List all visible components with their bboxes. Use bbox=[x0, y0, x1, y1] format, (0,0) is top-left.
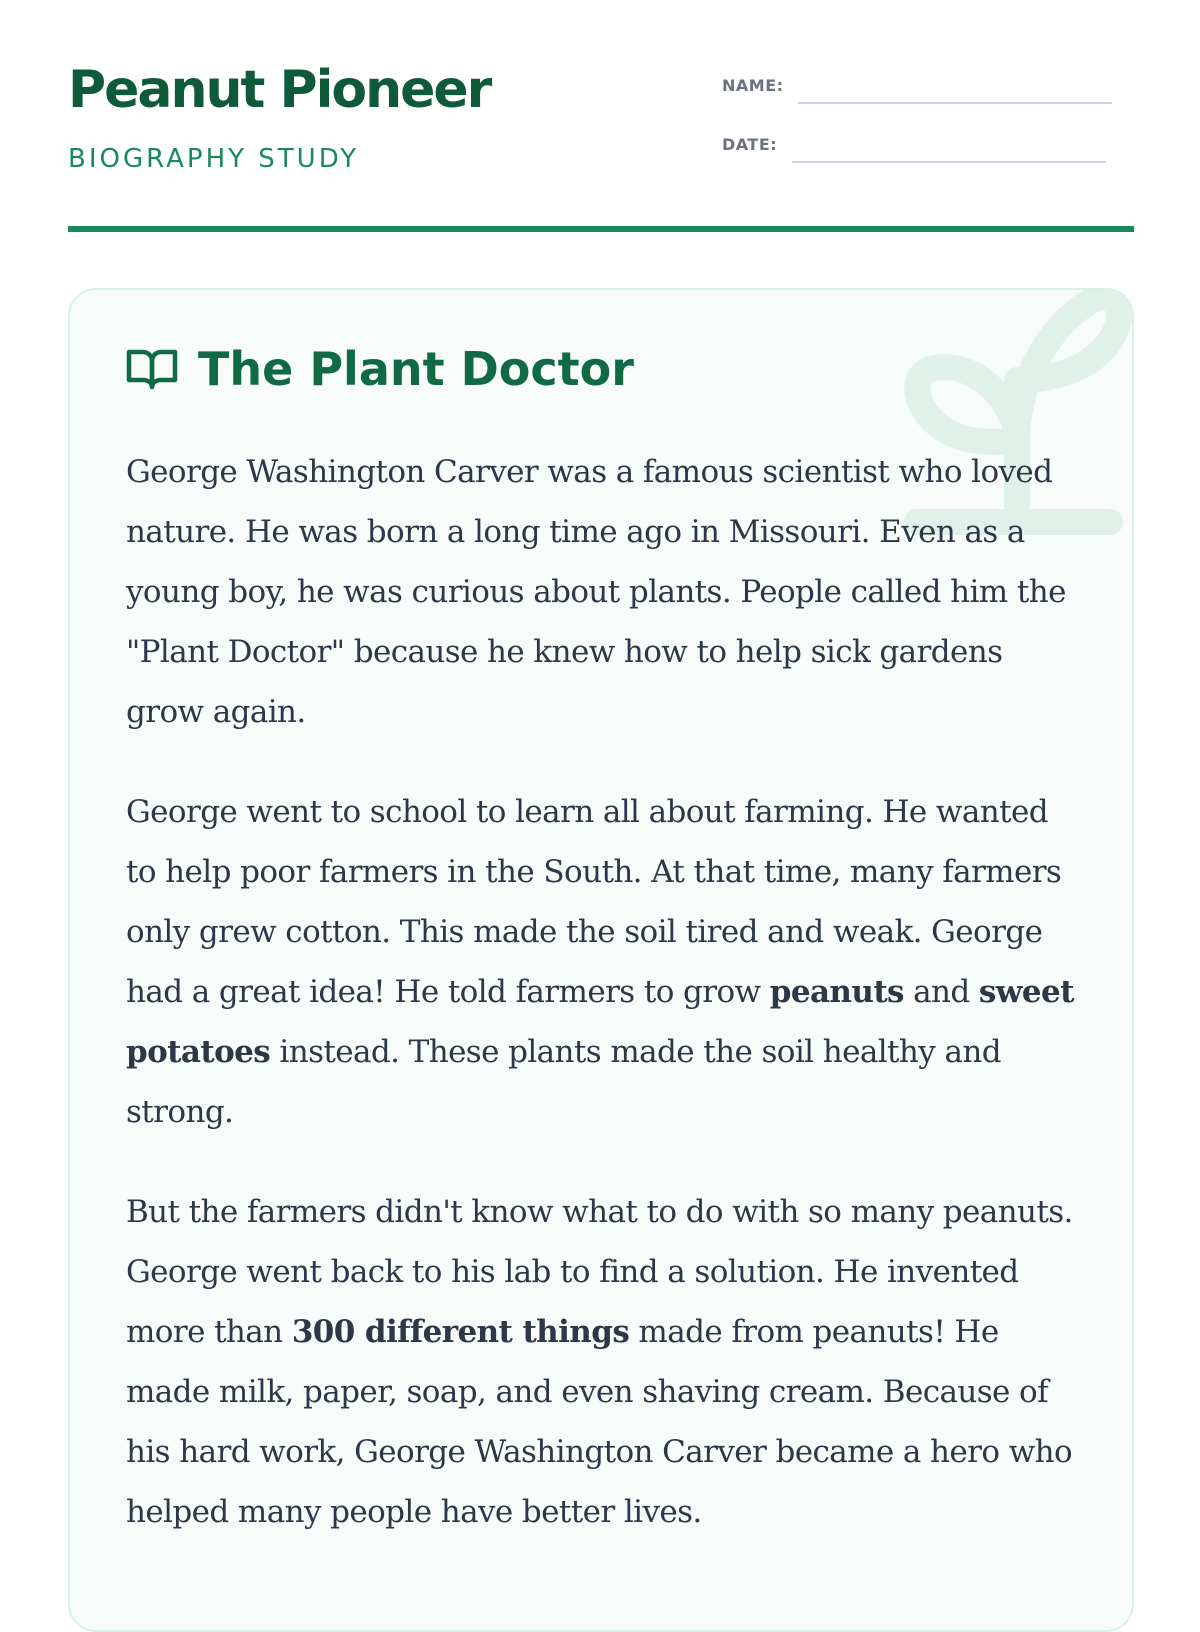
bold-term: sweet potatoes bbox=[126, 974, 1074, 1070]
page-subtitle: BIOGRAPHY STUDY bbox=[68, 144, 360, 174]
text-span: instead. These plants made the soil healthy and strong. bbox=[126, 1034, 1001, 1130]
text-span: George Washington Carver was a famous scientist who loved nature. He was born a long time ago in Missouri. Even as a young boy, he was curious about plants. People called him the "Plant Doctor" because he knew how to help sick gardens grow again. bbox=[126, 454, 1066, 730]
text-span: George went to school to learn all about farming. He wanted to help poor farmers in the South. At that time, many farmers only grew cotton. This made the soil tired and weak. George had a great idea! He told farmers to grow bbox=[126, 794, 1062, 1010]
name-label: NAME: bbox=[722, 76, 784, 95]
date-label: DATE: bbox=[722, 135, 778, 154]
date-field[interactable] bbox=[792, 161, 1106, 163]
page-title: Peanut Pioneer bbox=[68, 60, 491, 120]
section-title: The Plant Doctor bbox=[198, 342, 634, 396]
section-heading bbox=[126, 342, 634, 396]
header-divider bbox=[68, 226, 1134, 232]
text-span: and bbox=[903, 974, 979, 1010]
text-span: But the farmers didn't know what to do with so many peanuts. George went back to his lab to find a solution. He invented more than bbox=[126, 1194, 1073, 1350]
paragraph bbox=[126, 1182, 1086, 1542]
passage-text bbox=[126, 442, 1086, 1582]
name-field[interactable] bbox=[798, 102, 1112, 104]
paragraph bbox=[126, 442, 1086, 742]
paragraph bbox=[126, 782, 1086, 1142]
reading-passage-card bbox=[68, 288, 1134, 1632]
open-book-icon bbox=[126, 347, 178, 391]
bold-term: 300 different things bbox=[291, 1314, 630, 1350]
worksheet-header bbox=[68, 0, 1134, 234]
text-span: made from peanuts! He made milk, paper, soap, and even shaving cream. Because of his hard work, George Washington Carver became a hero who helped many people have better lives. bbox=[126, 1314, 1073, 1530]
bold-term: peanuts bbox=[769, 974, 904, 1010]
